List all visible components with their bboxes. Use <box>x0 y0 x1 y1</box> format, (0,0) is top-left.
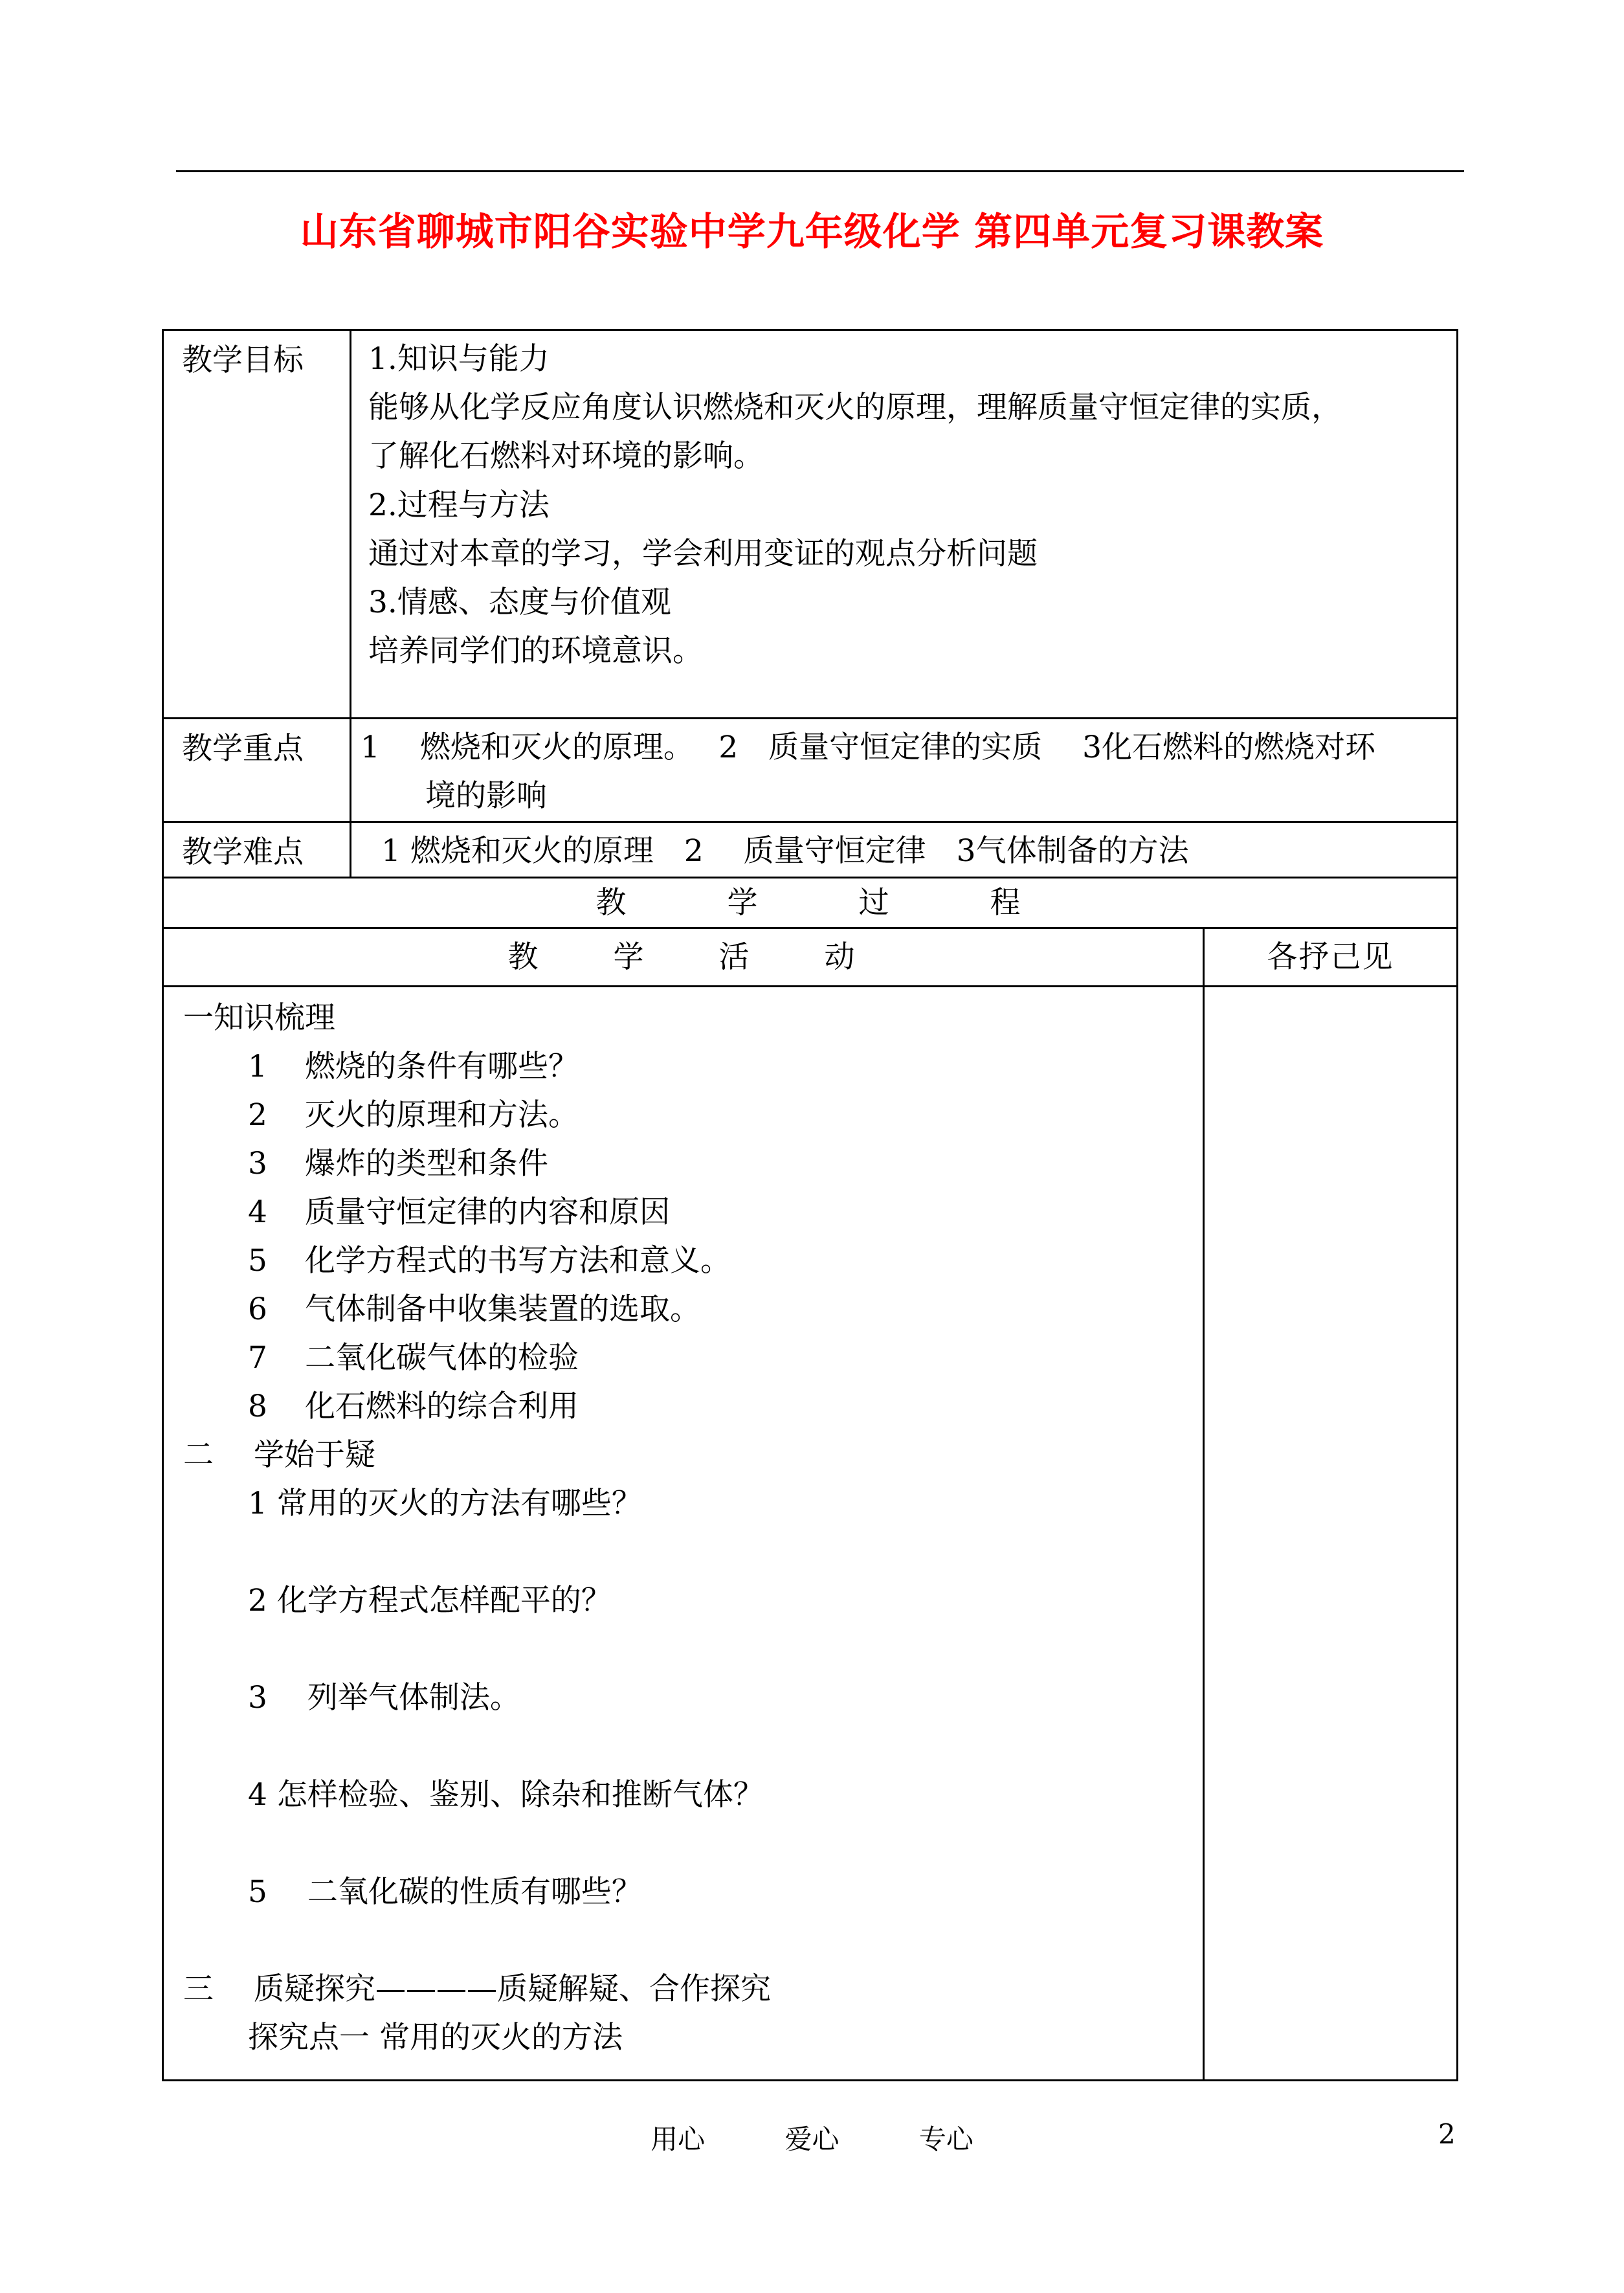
difficulties-row <box>163 822 1458 878</box>
key-points-line: 境的影响 <box>425 778 547 814</box>
objective-line: 了解化石燃料对环境的影响。 <box>368 438 764 475</box>
process-header-char: 过 <box>858 885 893 921</box>
key-points-label: 教学重点 <box>163 719 351 822</box>
footer-word: 爱心 <box>784 2123 840 2155</box>
objectives-label: 教学目标 <box>163 330 351 719</box>
activity-content <box>163 987 1204 2081</box>
section-heading: 一知识梳理 <box>183 1000 335 1036</box>
process-header-char: 程 <box>990 885 1025 921</box>
page-number: 2 <box>1438 2118 1456 2150</box>
objective-line: 培养同学们的环境意识。 <box>368 633 703 669</box>
list-item: 2 灭火的原理和方法。 <box>248 1097 579 1134</box>
question-item: 3 列举气体制法。 <box>248 1680 520 1716</box>
document-title: 山东省聊城市阳谷实验中学九年级化学 第四单元复习课教案 <box>300 209 1324 254</box>
question-item: 2 化学方程式怎样配平的？ <box>248 1583 612 1619</box>
section-heading: 三 质疑探究————质疑解疑、合作探究 <box>183 1971 771 2008</box>
activity-header-char: 活 <box>718 939 753 976</box>
difficulties-label: 教学难点 <box>163 822 351 878</box>
question-item: 4 怎样检验、鉴别、除杂和推断气体？ <box>248 1777 764 1813</box>
process-header-char: 教 <box>595 885 630 921</box>
objective-line: 通过对本章的学习，学会利用变证的观点分析问题 <box>368 535 1038 572</box>
process-header-char: 学 <box>727 885 762 921</box>
question-item: 1 常用的灭火的方法有哪些？ <box>248 1486 642 1522</box>
activity-header-char: 教 <box>507 939 542 976</box>
activity-header <box>163 928 1204 987</box>
objective-line: 3.情感、态度与价值观 <box>368 584 671 620</box>
question-item: 5 二氧化碳的性质有哪些？ <box>248 1874 642 1910</box>
explore-point: 探究点一 常用的灭火的方法 <box>248 2020 623 2056</box>
list-item: 8 化石燃料的综合利用 <box>248 1389 579 1425</box>
list-item: 4 质量守恒定律的内容和原因 <box>248 1194 670 1231</box>
objectives-row <box>163 330 1458 719</box>
notes-header: 各抒己见 <box>1204 928 1458 987</box>
process-header-row <box>163 878 1458 928</box>
key-points-row <box>163 719 1458 822</box>
activity-content-row <box>163 987 1458 2081</box>
list-item: 3 爆炸的类型和条件 <box>248 1146 548 1182</box>
activity-header-char: 学 <box>613 939 648 976</box>
header-rule <box>176 170 1464 172</box>
notes-column <box>1204 987 1458 2081</box>
difficulties-content: 1 燃烧和灭火的原理 2 质量守恒定律 3气体制备的方法 <box>351 822 1458 878</box>
process-header <box>163 878 1458 928</box>
footer-word: 专心 <box>918 2123 973 2155</box>
objectives-content <box>351 330 1458 719</box>
list-item: 7 二氧化碳气体的检验 <box>248 1340 579 1376</box>
activity-header-char: 动 <box>824 939 859 976</box>
objective-line: 1.知识与能力 <box>368 341 550 377</box>
list-item: 5 化学方程式的书写方法和意义。 <box>248 1243 731 1279</box>
activity-header-row <box>163 928 1458 987</box>
footer-word: 用心 <box>651 2123 706 2155</box>
objective-line: 2.过程与方法 <box>368 487 550 523</box>
list-item: 6 气体制备中收集装置的选取。 <box>248 1292 700 1328</box>
key-points-content <box>351 719 1458 822</box>
section-heading: 二 学始于疑 <box>183 1437 375 1473</box>
objective-line: 能够从化学反应角度认识燃烧和灭火的原理，理解质量守恒定律的实质， <box>368 390 1342 426</box>
lesson-plan-table <box>162 329 1458 2081</box>
list-item: 1 燃烧的条件有哪些？ <box>248 1049 579 1085</box>
key-points-line: 1 燃烧和灭火的原理。 2 质量守恒定律的实质 3化石燃料的燃烧对环 <box>361 730 1376 765</box>
